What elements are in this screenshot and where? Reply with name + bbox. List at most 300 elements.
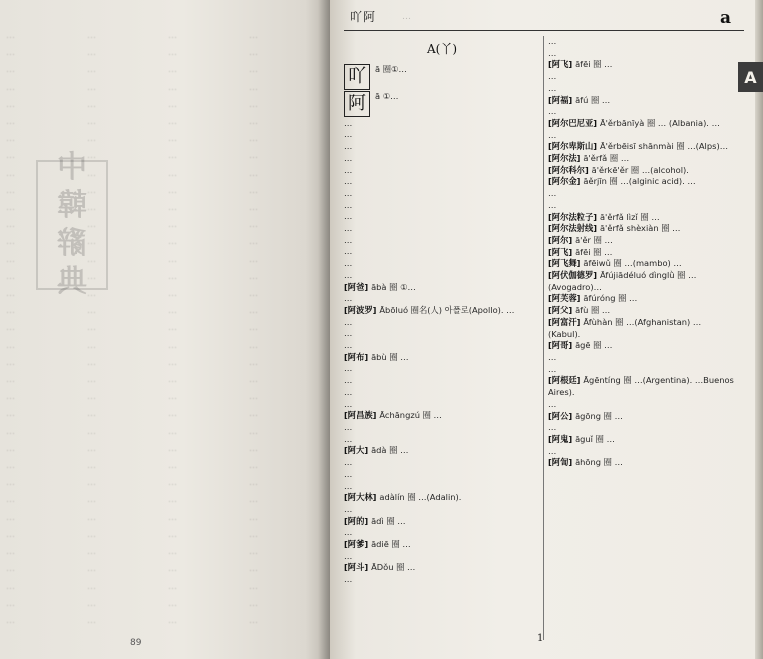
ghost-line: … [6, 151, 15, 162]
dictionary-entry [344, 387, 540, 399]
entry-text: … [344, 187, 353, 198]
dictionary-entry [344, 165, 540, 177]
dictionary-entry [344, 481, 540, 493]
ghost-line: … [168, 48, 177, 59]
entry-text: ā'ěrkē'ěr 圈 …(alcohol). [591, 164, 689, 175]
ghost-line: … [87, 529, 96, 540]
ghost-line: … [6, 478, 15, 489]
dictionary-entry [344, 551, 540, 563]
dictionary-entry [344, 176, 540, 188]
ghost-line: … [87, 134, 96, 145]
dictionary-entry [344, 328, 540, 340]
ghost-line: … [249, 99, 258, 110]
dictionary-entry [548, 118, 736, 130]
page-number: 1 [537, 633, 544, 644]
entry-text: … [344, 246, 353, 257]
entry-text: āguǐ 圈 … [575, 433, 615, 444]
ghost-line: … [168, 547, 177, 558]
ghost-line: … [168, 340, 177, 351]
ghost-line: … [87, 478, 96, 489]
ghost-line: … [87, 426, 96, 437]
ghost-line: … [168, 203, 177, 214]
ghost-line: … [6, 48, 15, 59]
entry-text: Ā'ěrbānīyà 圈 … (Albania). … [599, 117, 720, 128]
mirrored-book-title [36, 150, 108, 299]
entry-text: ābà 圈 ①… [371, 281, 416, 292]
ghost-line: … [249, 340, 258, 351]
ghost-line: … [6, 547, 15, 558]
bleedthrough-head: … [402, 12, 411, 22]
entry-text: … [344, 375, 353, 386]
entry-text: āfēi 圈 … [575, 246, 613, 257]
entry-text: āfù 圈 … [575, 305, 611, 316]
ghost-line: … [6, 323, 15, 334]
ghost-column [168, 28, 243, 628]
entry-headword: [阿布] [344, 351, 372, 362]
title-char: 典 [57, 264, 87, 299]
entry-text: … [344, 421, 353, 432]
dictionary-entry [344, 562, 540, 574]
ghost-line: … [6, 220, 15, 231]
dictionary-entry [344, 282, 540, 294]
ghost-line: … [168, 237, 177, 248]
entry-headword: [阿大林] [344, 492, 380, 503]
ghost-line: … [87, 151, 96, 162]
dictionary-entry [548, 258, 736, 270]
ghost-line: … [6, 289, 15, 300]
ghost-line: … [87, 581, 96, 592]
entry-text: … [548, 129, 557, 140]
ghost-line: … [6, 392, 15, 403]
ghost-line: … [6, 31, 15, 41]
ghost-line: … [168, 99, 177, 110]
ghost-line: … [249, 82, 258, 93]
ghost-line: … [168, 151, 177, 162]
dictionary-entry [344, 305, 540, 317]
ghost-line: … [249, 478, 258, 489]
dictionary-entry [344, 352, 540, 364]
entry-text: āfú 圈 … [575, 94, 611, 105]
dictionary-entry [548, 446, 736, 458]
ghost-line: … [6, 237, 15, 248]
entry-text: ādà 圈 … [371, 445, 409, 456]
running-head: 吖阿 [350, 10, 377, 24]
dictionary-entry [344, 527, 540, 539]
entry-headword: [阿富汗] [548, 316, 584, 327]
ghost-line: … [249, 134, 258, 145]
headword-definition: ā 圈①… [375, 63, 407, 74]
ghost-line: … [249, 512, 258, 523]
page-edge [755, 0, 763, 659]
entry-text: ādì 圈 … [371, 515, 406, 526]
ghost-line: … [249, 185, 258, 196]
boxed-headword: 阿 [344, 91, 370, 117]
entry-text: … [548, 422, 557, 433]
ghost-line: … [6, 598, 15, 609]
ghost-line: … [249, 495, 258, 506]
header-rule [344, 30, 744, 31]
ghost-column [87, 28, 162, 628]
entry-headword: [阿芙蓉] [548, 293, 584, 304]
ghost-line: … [6, 185, 15, 196]
ghost-line: … [6, 409, 15, 420]
dictionary-entry [344, 223, 540, 235]
ghost-line: … [249, 564, 258, 575]
entry-text: … [548, 36, 557, 46]
ghost-line: … [249, 375, 258, 386]
entry-text: … [344, 258, 353, 269]
entry-text: … [344, 164, 353, 175]
entry-text: … [548, 82, 557, 93]
dictionary-entry [344, 317, 540, 329]
ghost-line: … [87, 443, 96, 454]
entry-text: āfúróng 圈 … [583, 293, 638, 304]
entry-text: … [344, 199, 353, 210]
ghost-line: … [249, 392, 258, 403]
entry-text: ā'ěrfǎ 圈 … [583, 153, 630, 164]
entry-text: āhōng 圈 … [575, 457, 623, 468]
dictionary-entry [548, 375, 736, 398]
dictionary-entry [548, 200, 736, 212]
ghost-line: … [168, 443, 177, 454]
entry-text: … [344, 550, 353, 561]
ghost-line: … [87, 306, 96, 317]
ghost-line: … [168, 409, 177, 420]
ghost-line: … [249, 289, 258, 300]
ghost-line: … [87, 512, 96, 523]
dictionary-entry [548, 48, 736, 60]
ghost-line: … [6, 65, 15, 76]
ghost-line: … [168, 82, 177, 93]
ghost-line: … [249, 461, 258, 472]
dictionary-entry [344, 492, 540, 504]
ghost-line: … [87, 409, 96, 420]
dictionary-entry [548, 176, 736, 188]
ghost-line: … [87, 357, 96, 368]
dictionary-entry [344, 363, 540, 375]
dictionary-entry [548, 340, 736, 352]
ghost-line: … [6, 529, 15, 540]
dictionary-entry [548, 212, 736, 224]
dictionary-entry [344, 504, 540, 516]
dictionary-entry [548, 188, 736, 200]
dictionary-entry [344, 246, 540, 258]
entry-text: … [344, 117, 353, 128]
ghost-line: … [249, 529, 258, 540]
dictionary-entry [548, 71, 736, 83]
entry-text: … [344, 129, 353, 140]
entry-text: … [344, 386, 353, 397]
entry-text: … [344, 328, 353, 339]
dictionary-entry [344, 129, 540, 141]
ghost-line: … [87, 598, 96, 609]
entry-text: … [344, 211, 353, 222]
left-page-bleedthrough-text [6, 28, 324, 628]
ghost-line: … [6, 99, 15, 110]
ghost-line: … [168, 529, 177, 540]
ghost-line: … [87, 375, 96, 386]
dictionary-entry [548, 59, 736, 71]
entry-text: Ābōluó 圈名(人) 아폴로(Apollo). … [379, 304, 515, 315]
entry-headword: [阿尔科尔] [548, 164, 592, 175]
entry-text: … [548, 188, 557, 199]
entry-headword: [阿尔法粒子] [548, 211, 600, 222]
ghost-line: … [6, 254, 15, 265]
ghost-line: … [87, 564, 96, 575]
ghost-line: … [249, 31, 258, 41]
dictionary-entry [548, 141, 736, 153]
ghost-line: … [6, 82, 15, 93]
ghost-line: … [249, 581, 258, 592]
dictionary-entry [344, 410, 540, 422]
dictionary-entry [344, 422, 540, 434]
ghost-line: … [87, 254, 96, 265]
dictionary-entry [344, 469, 540, 481]
ghost-line: … [87, 117, 96, 128]
entry-text: … [548, 71, 557, 82]
dictionary-entry [548, 235, 736, 247]
ghost-line: … [168, 254, 177, 265]
entry-headword: [阿飞舞] [548, 258, 584, 269]
entry-text: āěrjīn 圈 …(alginic acid). … [583, 176, 696, 187]
ghost-line: … [87, 168, 96, 179]
dictionary-entry [344, 516, 540, 528]
ghost-line: … [249, 203, 258, 214]
ghost-line: … [249, 168, 258, 179]
guide-letter: a [720, 8, 732, 28]
dictionary-entry [548, 305, 736, 317]
ghost-line: … [249, 598, 258, 609]
dictionary-entry [344, 340, 540, 352]
ghost-line: … [168, 461, 177, 472]
ghost-column [249, 28, 324, 628]
entry-headword: [阿斗] [344, 562, 372, 573]
ghost-line: … [6, 203, 15, 214]
dictionary-entry [548, 165, 736, 177]
entry-text: āfēiwǔ 圈 …(mambo) … [583, 258, 682, 269]
entry-text: … [548, 445, 557, 456]
ghost-line: … [168, 306, 177, 317]
ghost-line: … [168, 289, 177, 300]
entry-text: … [344, 457, 353, 468]
ghost-line: … [249, 323, 258, 334]
dictionary-entry [548, 247, 736, 259]
entry-text: āgē 圈 … [575, 340, 613, 351]
entry-text: … [344, 293, 353, 304]
entry-headword: [阿尔法] [548, 153, 584, 164]
entry-text: Āgēntíng 圈 …(Argentina). …Buenos Aires). [548, 375, 734, 398]
ghost-line: … [249, 306, 258, 317]
entry-text: … [344, 574, 353, 585]
entry-headword: [阿父] [548, 305, 576, 316]
ghost-line: … [87, 237, 96, 248]
ghost-line: … [168, 134, 177, 145]
ghost-line: … [6, 375, 15, 386]
entry-text: … [344, 223, 353, 234]
entry-headword: [阿哥] [548, 340, 576, 351]
ghost-line: … [87, 65, 96, 76]
ghost-line: … [87, 547, 96, 558]
dictionary-entry [344, 118, 540, 130]
ghost-line: … [87, 495, 96, 506]
dictionary-entry [548, 293, 736, 305]
ghost-line: … [87, 615, 96, 626]
entry-headword: [阿尔巴尼亚] [548, 117, 600, 128]
entry-headword: [阿大] [344, 445, 372, 456]
dictionary-entry [548, 130, 736, 142]
entry-headword: [阿的] [344, 515, 372, 526]
ghost-line: … [168, 392, 177, 403]
dictionary-entry [548, 352, 736, 364]
ghost-line: … [249, 48, 258, 59]
dictionary-entry [548, 153, 736, 165]
ghost-line: … [168, 271, 177, 282]
ghost-line: … [249, 615, 258, 626]
entry-headword: [阿昌族] [344, 410, 380, 421]
ghost-line: … [249, 409, 258, 420]
entry-headword: [阿鬼] [548, 433, 576, 444]
dictionary-entry [344, 434, 540, 446]
entry-text: … [548, 106, 557, 117]
alphabet-thumb-tab[interactable]: A [738, 62, 763, 92]
left-page-folio: 89 [130, 638, 142, 648]
ghost-line: … [168, 478, 177, 489]
ghost-line: … [87, 340, 96, 351]
ghost-line: … [249, 547, 258, 558]
ghost-line: … [168, 375, 177, 386]
title-char: 中 [57, 150, 87, 185]
ghost-line: … [87, 271, 96, 282]
ghost-line: … [168, 31, 177, 41]
character-entry [344, 91, 540, 117]
dictionary-entry [548, 36, 736, 48]
ghost-line: … [6, 340, 15, 351]
entry-text: … [344, 468, 353, 479]
dictionary-entry [548, 399, 736, 411]
entry-text: … [548, 47, 557, 58]
ghost-line: … [87, 392, 96, 403]
entry-text: … [344, 340, 353, 351]
ghost-line: … [87, 220, 96, 231]
entry-headword: [阿訇] [548, 457, 576, 468]
entry-text: … [344, 176, 353, 187]
ghost-line: … [6, 357, 15, 368]
dictionary-entry [344, 188, 540, 200]
entry-text: … [344, 316, 353, 327]
ghost-line: … [249, 117, 258, 128]
dictionary-entry [548, 422, 736, 434]
entry-headword: [阿尔卑斯山] [548, 141, 600, 152]
ghost-column [6, 28, 81, 628]
entry-headword: [阿尔] [548, 234, 576, 245]
ghost-line: … [249, 426, 258, 437]
ghost-line: … [249, 65, 258, 76]
ghost-line: … [249, 254, 258, 265]
boxed-headword: 吖 [344, 64, 370, 90]
entry-text: ā'ěrfǎ shèxiàn 圈 … [599, 223, 681, 234]
ghost-line: … [87, 48, 96, 59]
ghost-line: … [6, 461, 15, 472]
ghost-line: … [87, 31, 96, 41]
headword-definition: ā ①… [375, 90, 399, 101]
dictionary-entry [344, 200, 540, 212]
dictionary-entry [344, 457, 540, 469]
ghost-line: … [249, 220, 258, 231]
entry-headword: [阿飞] [548, 59, 576, 70]
entry-text: … [344, 234, 353, 245]
dictionary-entry [548, 106, 736, 118]
entry-text: … [344, 527, 353, 538]
ghost-line: … [87, 461, 96, 472]
ghost-line: … [168, 512, 177, 523]
ghost-line: … [168, 357, 177, 368]
ghost-line: … [6, 564, 15, 575]
ghost-line: … [87, 99, 96, 110]
dictionary-entry [344, 235, 540, 247]
ghost-line: … [6, 443, 15, 454]
entry-text: … [344, 398, 353, 409]
entry-headword: [阿爸] [344, 281, 372, 292]
entry-text: … [548, 398, 557, 409]
right-page [330, 0, 763, 659]
title-char: 韓 [57, 188, 87, 223]
ghost-line: … [168, 323, 177, 334]
dictionary-entry [344, 270, 540, 282]
dictionary-entry [344, 141, 540, 153]
entry-column-left [344, 36, 540, 640]
dictionary-entry [548, 317, 736, 340]
entry-text: … [344, 141, 353, 152]
entry-headword: [阿飞] [548, 246, 576, 257]
entry-text: ā'ěrfǎ lìzǐ 圈 … [599, 211, 660, 222]
entry-headword: [阿伏伽德罗] [548, 270, 600, 281]
ghost-line: … [249, 443, 258, 454]
entry-text: adàlín 圈 …(Adalin). [379, 492, 462, 503]
left-page [0, 0, 332, 659]
entry-text: … [548, 199, 557, 210]
entry-headword: [阿波罗] [344, 304, 380, 315]
ghost-line: … [6, 306, 15, 317]
entry-text: Āfùhàn 圈 …(Afghanistan) … (Kabul). [548, 316, 702, 339]
dictionary-entry [344, 574, 540, 586]
ghost-line: … [6, 495, 15, 506]
ghost-line: … [87, 82, 96, 93]
entry-headword: [阿根廷] [548, 375, 584, 386]
entry-text: … [344, 503, 353, 514]
section-title: A(丫) [426, 42, 458, 56]
ghost-line: … [168, 65, 177, 76]
entry-text: Āfújiādéluó dìnglǜ 圈 …(Avogadro)… [548, 270, 697, 292]
entry-column-right [548, 36, 736, 640]
entry-list [344, 118, 540, 586]
ghost-line: … [87, 289, 96, 300]
entry-text: … [344, 269, 353, 280]
entry-headword: [阿爹] [344, 539, 372, 550]
ghost-line: … [168, 117, 177, 128]
entry-text: āfēi 圈 … [575, 59, 613, 70]
ghost-line: … [168, 495, 177, 506]
title-char: 辭 [57, 226, 87, 261]
dictionary-entry [548, 434, 736, 446]
dictionary-entry [344, 539, 540, 551]
entry-text: … [344, 480, 353, 491]
dictionary-entry [548, 223, 736, 235]
dictionary-entry [344, 399, 540, 411]
entry-text: … [548, 351, 557, 362]
dictionary-entry [548, 411, 736, 423]
column-divider [543, 36, 544, 640]
ghost-line: … [168, 168, 177, 179]
